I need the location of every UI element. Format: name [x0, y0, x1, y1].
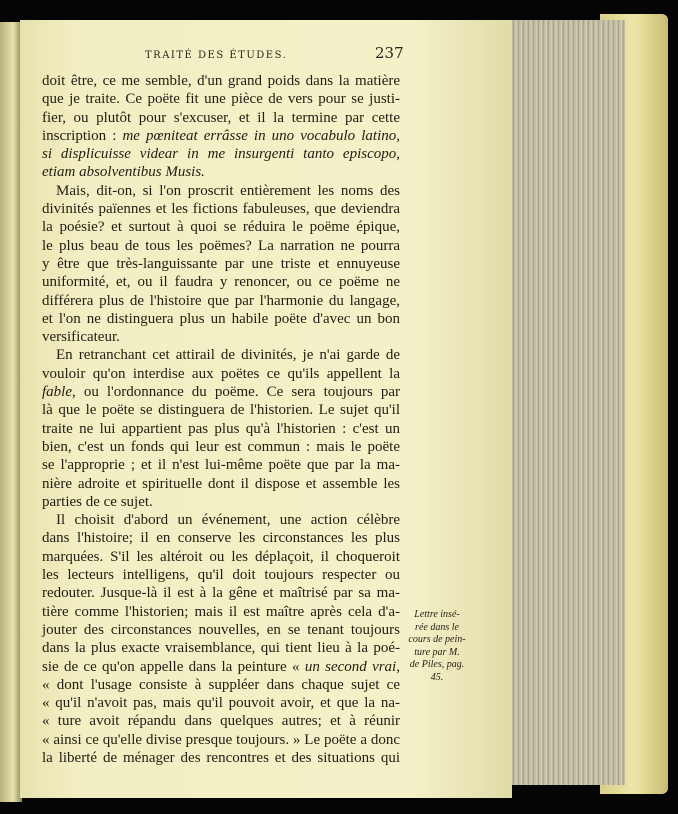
text-segment: parties de ce sujet.: [42, 493, 153, 510]
italic-text: fable: [42, 384, 72, 401]
text-line: [42, 511, 400, 529]
page-stack-edges: [505, 20, 625, 785]
text-segment: dans l'histoire; il en conserve les circonstances les plus: [42, 530, 400, 547]
text-line: [42, 584, 400, 602]
italic-text: etiam absolventibus Musis.: [42, 164, 205, 181]
body-text: [42, 72, 400, 767]
text-segment: fier, ou plutôt pour s'excuser, et il la termine par cette: [42, 109, 400, 126]
text-line: [42, 145, 400, 163]
margin-note-line: 45.: [430, 671, 444, 683]
text-segment: « qu'il n'avoit pas, mais qu'il pouvoit avoir, et que la na-: [42, 695, 400, 712]
text-segment: Mais, dit-on, si l'on proscrit entièrement les noms des: [56, 182, 400, 199]
text-line: [42, 163, 400, 181]
text-segment: dans la plus exacte vraisemblance, qui tient lieu à la poé-: [42, 640, 400, 657]
text-line: [42, 639, 400, 657]
text-segment: la poésie? et surtout à quoi se réduira le poëme épique,: [42, 219, 400, 236]
text-segment: « ainsi ce qu'elle divise presque toujours. » Le poëte a donc: [42, 731, 400, 748]
text-line: [42, 658, 400, 676]
text-segment: tière comme l'historien; mais il est maître après cela d'a-: [42, 603, 400, 620]
text-line: [42, 420, 400, 438]
text-segment: versificateur.: [42, 329, 120, 346]
text-line: [42, 529, 400, 547]
text-segment: marquées. S'il les altéroit ou les déplaçoit, il choqueroit: [42, 548, 400, 565]
text-segment: et l'on ne distinguera plus un habile poëte d'avec un bon: [42, 310, 400, 327]
text-line: [42, 218, 400, 236]
text-line: [42, 712, 400, 730]
text-line: [42, 273, 400, 291]
text-line: [42, 566, 400, 584]
text-segment: redouter. Jusque-là il est à la gêne et maîtrisé par sa ma-: [42, 585, 400, 602]
text-line: [42, 749, 400, 767]
margin-note-line: Lettre insé-: [414, 609, 460, 620]
text-line: [42, 603, 400, 621]
text-segment: le plus beau de tous les poëmes? La narration ne pourra: [42, 237, 400, 254]
text-line: [42, 346, 400, 364]
text-line: [42, 365, 400, 383]
text-line: [42, 548, 400, 566]
text-line: [42, 438, 400, 456]
text-line: [42, 731, 400, 749]
text-line: [42, 475, 400, 493]
text-segment: « dont l'usage consiste à suppléer dans chaque sujet ce: [42, 676, 400, 693]
margin-note: [405, 609, 469, 684]
text-line: [42, 182, 400, 200]
text-segment: jouter des circonstances nouvelles, en se tenant toujours: [42, 621, 400, 638]
text-segment: uniformité, et, ou il faudra y renoncer, ou ce poëme ne: [42, 274, 400, 291]
margin-note-line: de Piles, pag.: [409, 659, 465, 670]
text-line: [42, 109, 400, 127]
text-segment: se l'approprie ; et il n'est lui-même poëte que par la ma-: [42, 457, 400, 474]
text-line: [42, 90, 400, 108]
margin-note-line: cours de pein-: [408, 634, 466, 645]
text-segment: Il choisit d'abord un événement, une action célèbre: [56, 512, 400, 529]
italic-text: si displicuisse videar in me insurgenti tanto episcopo,: [42, 146, 400, 163]
text-line: [42, 328, 400, 346]
left-page-edge: [0, 22, 22, 802]
text-line: [42, 401, 400, 419]
text-segment: « ture avoit répandu dans quelques autres; et à réunir: [42, 713, 400, 730]
italic-text: me pœniteat errâsse in uno vocabulo latino,: [122, 127, 400, 144]
text-segment: , ou l'ordonnance du poëme. Ce sera toujours par: [72, 384, 400, 401]
text-line: [42, 310, 400, 328]
text-segment: inscription :: [42, 127, 123, 144]
text-line: [42, 676, 400, 694]
text-segment: différera plus de l'histoire que par l'harmonie du langage,: [42, 292, 400, 309]
text-segment: traite ne lui appartient pas plus qu'à l'historien : c'est un: [42, 420, 400, 437]
text-line: [42, 72, 400, 90]
margin-note-line: rée dans le: [415, 621, 459, 633]
text-segment: sie de ce qu'on appelle dans la peinture «: [42, 658, 305, 675]
text-line: [42, 694, 400, 712]
page-number: 237: [375, 44, 404, 62]
text-line: [42, 127, 400, 145]
text-segment: En retranchant cet attirail de divinités, je n'ai garde de: [56, 347, 400, 364]
text-line: [42, 255, 400, 273]
text-segment: doit être, ce me semble, d'un grand poids dans la matière: [42, 73, 400, 89]
text-segment: la liberté de ménager des rencontres et des situations qui: [42, 749, 400, 766]
text-segment: vouloir qu'on interdise aux poëtes ce qu'ils appellent la: [42, 365, 400, 382]
text-line: [42, 456, 400, 474]
text-line: [42, 621, 400, 639]
text-line: [42, 200, 400, 218]
text-segment: les lecteurs intelligens, qu'il doit toujours respecter ou: [42, 567, 400, 584]
text-segment: divinités païennes et les fictions fabuleuses, que deviendra: [42, 201, 400, 218]
text-line: [42, 237, 400, 255]
text-segment: là que le poëte se distinguera de l'historien. Le sujet qu'il: [42, 402, 400, 419]
text-segment: que je traite. Ce poëte fit une pièce de vers pour se justi-: [42, 91, 400, 108]
text-line: [42, 493, 400, 511]
text-line: [42, 383, 400, 401]
text-segment: bien, c'est un fonds qui leur est commun : mais le poëte: [42, 438, 400, 455]
running-head: TRAITÉ DES ÉTUDES.: [145, 50, 288, 61]
text-segment: y être que très-languissante par une triste et ennuyeuse: [42, 255, 400, 272]
margin-note-line: ture par M.: [414, 646, 460, 658]
text-segment: nière adroite et spirituelle dont il dispose et assemble les: [42, 475, 400, 492]
italic-text: un second vrai,: [304, 658, 400, 675]
text-line: [42, 292, 400, 310]
